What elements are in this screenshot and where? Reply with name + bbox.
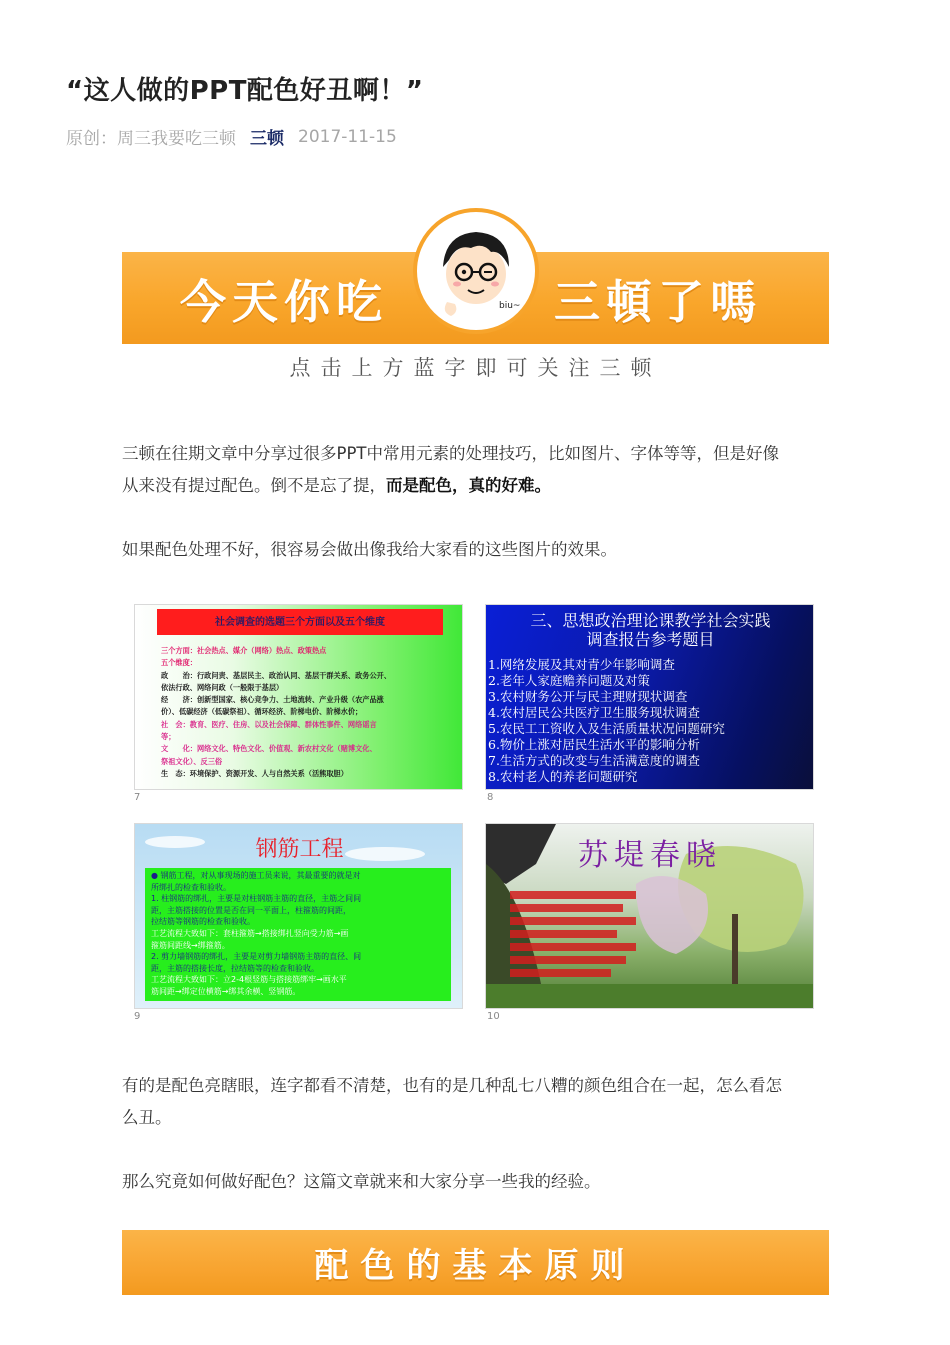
slide-heading: 苏堤春晓 <box>578 838 722 873</box>
slide-text-line: 距，主筋的搭接长度，拉结筋等的检查和验收。 <box>151 963 319 973</box>
slide-text-line: 3.农村财务公开与民主理财现状调查 <box>488 689 688 704</box>
slide-text-line: 距，主筋搭接的位置是否在同一平面上，柱箍筋的间距， <box>151 905 351 915</box>
slide-text-line: 筋间距→绑定位横筋→绑其余横、竖钢筋。 <box>151 986 301 996</box>
slide-body <box>151 870 451 998</box>
avatar <box>413 208 539 334</box>
slide-text-line: 4.农村居民公共医疗卫生服务现状调查 <box>488 705 700 720</box>
slide-text-line: 祭祖文化）、反三俗 <box>161 756 223 766</box>
slide-body <box>488 657 813 785</box>
section-banner-text: 配色的基本原则 <box>314 1246 637 1286</box>
slide-text-line: 箍筋间距线→绑箍筋。 <box>151 940 230 950</box>
section-banner <box>122 1230 829 1295</box>
paragraph-transition: 那么究竟如何做好配色？这篇文章就来和大家分享一些我的经验。 <box>122 1172 601 1191</box>
slide-text-line: 依法行政、网络问政（一般限于基层） <box>161 682 284 692</box>
banner-right-text: 三頓了嗎 <box>554 275 762 329</box>
slide-text-line: 五个维度： <box>161 658 197 668</box>
slide-text-line: 文 化：网络文化、特色文化、价值观、新农村文化（赌博文化、 <box>161 744 377 754</box>
paragraph-line: 么丑。 <box>122 1108 172 1127</box>
publish-date: 2017-11-15 <box>298 126 397 147</box>
avatar-caption: biu~ <box>499 301 521 311</box>
slide-text-line: 2.老年人家庭赡养问题及对策 <box>488 673 650 688</box>
paragraph-intro <box>122 438 832 502</box>
original-author-group <box>66 124 236 149</box>
slide-body <box>161 645 451 780</box>
slide-text-line: 1.网络发展及其对青少年影响调查 <box>488 657 675 672</box>
slide-heading-line-1: 三、思想政治理论课教学社会实践 <box>530 611 771 630</box>
slide-text-line: 等； <box>161 732 176 742</box>
paragraph-ugly-colors <box>122 1070 832 1134</box>
slide-text-line: 5.农民工工资收入及生活质量状况问题研究 <box>488 721 725 736</box>
cartoon-face-icon <box>417 212 535 330</box>
article-meta <box>66 124 397 149</box>
slide-text-line: 工艺流程大致如下：套柱箍筋→搭接绑扎竖向受力筋→画 <box>151 928 349 938</box>
account-link[interactable]: 三顿 <box>250 129 284 149</box>
slide-text-line: 社 会：教育、医疗、住房、以及社会保障、群体性事件、网络谣言 <box>161 719 377 729</box>
slide-text-line: 7.生活方式的改变与生活满意度的调查 <box>488 753 700 768</box>
original-label: 原创： <box>66 129 117 149</box>
emphasis-text: 而是配色，真的好难。 <box>386 476 551 495</box>
banner-left-text: 今天你吃 <box>180 275 388 329</box>
author-name: 周三我要吃三顿 <box>117 129 236 149</box>
paragraph-line: 有的是配色亮瞎眼，连字都看不清楚，也有的是几种乱七八糟的颜色组合在一起，怎么看怎 <box>122 1076 782 1095</box>
slide-text-line: 三个方面：社会热点、媒介（网络）热点、政策热点 <box>161 646 327 655</box>
slide-red-text-block <box>510 886 636 998</box>
slide-text-line: 拉结筋等钢筋的检查和验收。 <box>151 917 255 927</box>
slide-text-line: 1. 柱钢筋的绑扎，主要是对柱钢筋主筋的直径，主筋之间间 <box>151 894 362 904</box>
slide-text-line: 工艺流程大致如下：立2-4根竖筋与搭接筋绑牢→画水平 <box>151 975 347 985</box>
slide-text-line: 价）、低碳经济（低碳祭祖）、循环经济、阶梯电价、阶梯水价； <box>161 707 363 717</box>
slide-heading: 社会调查的选题三个方面以及五个维度 <box>215 617 385 628</box>
slide-thumbnail-7[interactable] <box>134 604 463 790</box>
slide-text-line: 政 治：行政问责、基层民主、政治认同、基层干群关系、政务公开、 <box>161 670 392 680</box>
paragraph-line: 三顿在往期文章中分享过很多PPT中常用元素的处理技巧，比如图片、字体等等，但是好像 <box>122 444 779 463</box>
slide-heading-line-2: 调查报告参考题目 <box>586 630 715 649</box>
slide-text-line: 8.农村老人的养老问题研究 <box>488 769 638 784</box>
slide-text-line: 6.物价上涨对居民生活水平的影响分析 <box>488 737 700 752</box>
slide-text-line: 所绑扎的检查和验收。 <box>151 882 231 892</box>
slide-text-line: 经 济：创新型国家、核心竞争力、土地流转、产业升级（农产品涨 <box>161 695 384 705</box>
slide-number: 7 <box>134 792 141 803</box>
paragraph-line <box>122 470 832 502</box>
slide-text-line: 2. 剪力墙钢筋的绑扎，主要是对剪力墙钢筋主筋的直径、间 <box>151 952 362 962</box>
article-title: “这人做的PPT配色好丑啊！” <box>66 76 424 106</box>
slide-number: 8 <box>487 792 494 803</box>
slide-heading: 钢筋工程 <box>255 837 344 862</box>
slide-number: 10 <box>487 1011 500 1022</box>
slide-number: 9 <box>134 1011 141 1022</box>
slide-text-line: 生 态：环境保护、资源开发、人与自然关系（活熊取胆） <box>161 768 348 778</box>
slide-thumbnail-8[interactable] <box>485 604 814 790</box>
slide-text-line: ● 钢筋工程，对从事现场的施工员来说，其最重要的就是对 <box>151 871 361 880</box>
slide-thumbnail-10[interactable] <box>485 823 814 1009</box>
paragraph-example: 如果配色处理不好，很容易会做出像我给大家看的这些图片的效果。 <box>122 540 617 559</box>
paragraph-text: 从来没有提过配色。倒不是忘了提， <box>122 476 386 495</box>
slide-thumbnail-9[interactable] <box>134 823 463 1009</box>
follow-prompt[interactable]: 点击上方蓝字即可关注三顿 <box>289 356 662 380</box>
